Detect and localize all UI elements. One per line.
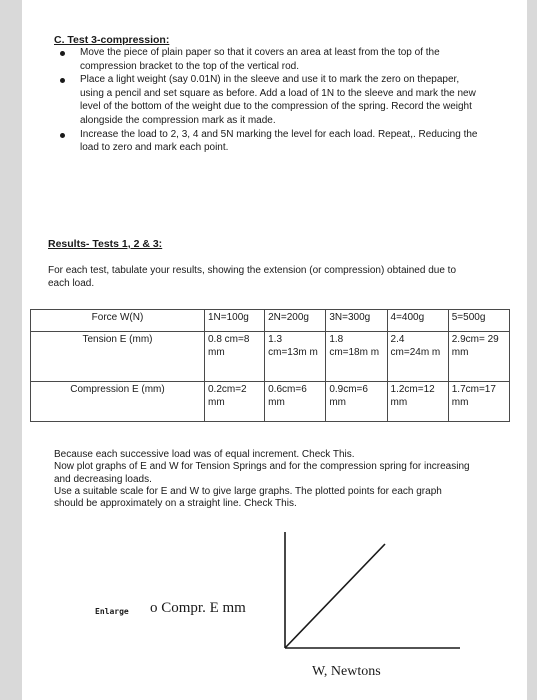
note-line: Use a suitable scale for E and W to give large graphs. The plotted points for each graph should be approximately on a straight line. Check This. bbox=[54, 485, 442, 510]
table-row bbox=[31, 382, 510, 422]
results-table bbox=[30, 309, 510, 422]
results-title: Results- Tests 1, 2 & 3: bbox=[48, 238, 163, 250]
table-cell: Compression E (mm) bbox=[31, 382, 205, 422]
table-cell: 1.7cm=17 mm bbox=[448, 382, 509, 422]
table-row bbox=[31, 332, 510, 382]
table-cell: 0.2cm=2 mm bbox=[204, 382, 264, 422]
instruction-text: Move the piece of plain paper so that it covers an area at least from the top of the compression bracket to the top of the vertical rod. bbox=[80, 47, 440, 72]
instruction-text: Increase the load to 2, 3, 4 and 5N marking the level for each load. Repeat,. Reducing the load to zero and mark each point. bbox=[80, 128, 478, 154]
instruction-item bbox=[60, 73, 480, 127]
section-c-title: C. Test 3-compression: bbox=[54, 34, 170, 46]
table-header-cell: Force W(N) bbox=[31, 310, 205, 332]
bullet-icon bbox=[60, 51, 65, 56]
graph-legend: o Compr. E mm bbox=[150, 600, 246, 616]
table-cell: 2.9cm= 29 mm bbox=[448, 332, 509, 382]
table-cell: 2.4 cm=24m m bbox=[387, 332, 448, 382]
note-line: Because each successive load was of equal increment. Check This. bbox=[54, 449, 355, 460]
table-cell: Tension E (mm) bbox=[31, 332, 205, 382]
table-cell: 0.8 cm=8 mm bbox=[204, 332, 264, 382]
table-header-cell: 5=500g bbox=[448, 310, 509, 332]
bullet-icon bbox=[60, 78, 65, 83]
bullet-icon bbox=[60, 133, 65, 138]
table-cell: 1.3 cm=13m m bbox=[265, 332, 326, 382]
graph-trend-line bbox=[285, 544, 385, 648]
instruction-item bbox=[60, 46, 480, 73]
table-cell: 0.6cm=6 mm bbox=[265, 382, 326, 422]
graph-instructions bbox=[54, 449, 474, 510]
table-header-cell: 3N=300g bbox=[326, 310, 387, 332]
instruction-item bbox=[60, 128, 480, 155]
table-header-cell: 2N=200g bbox=[265, 310, 326, 332]
note-line: Now plot graphs of E and W for Tension Springs and for the compression spring for increasing and decreasing loads. bbox=[54, 461, 470, 485]
table-header-row bbox=[31, 310, 510, 332]
table-header-cell: 4=400g bbox=[387, 310, 448, 332]
instruction-text: Place a light weight (say 0.01N) in the sleeve and use it to mark the zero on thepaper, using a pencil and set square as before. Add a load of 1N to the sleeve and mark the new level of the bottom of the weight due to the compression of the spring. Record the weight alongside the compression mark as it made. bbox=[80, 74, 476, 126]
graph-x-label: W, Newtons bbox=[312, 664, 381, 679]
results-intro: For each test, tabulate your results, showing the extension (or compression) obtained due to each load. bbox=[48, 265, 457, 289]
enlarge-label: Enlarge bbox=[95, 607, 129, 616]
table-cell: 0.9cm=6 mm bbox=[326, 382, 387, 422]
table-cell: 1.2cm=12 mm bbox=[387, 382, 448, 422]
sketch-graph bbox=[240, 520, 470, 680]
table-header-cell: 1N=100g bbox=[204, 310, 264, 332]
instruction-list bbox=[60, 46, 480, 155]
table-cell: 1.8 cm=18m m bbox=[326, 332, 387, 382]
